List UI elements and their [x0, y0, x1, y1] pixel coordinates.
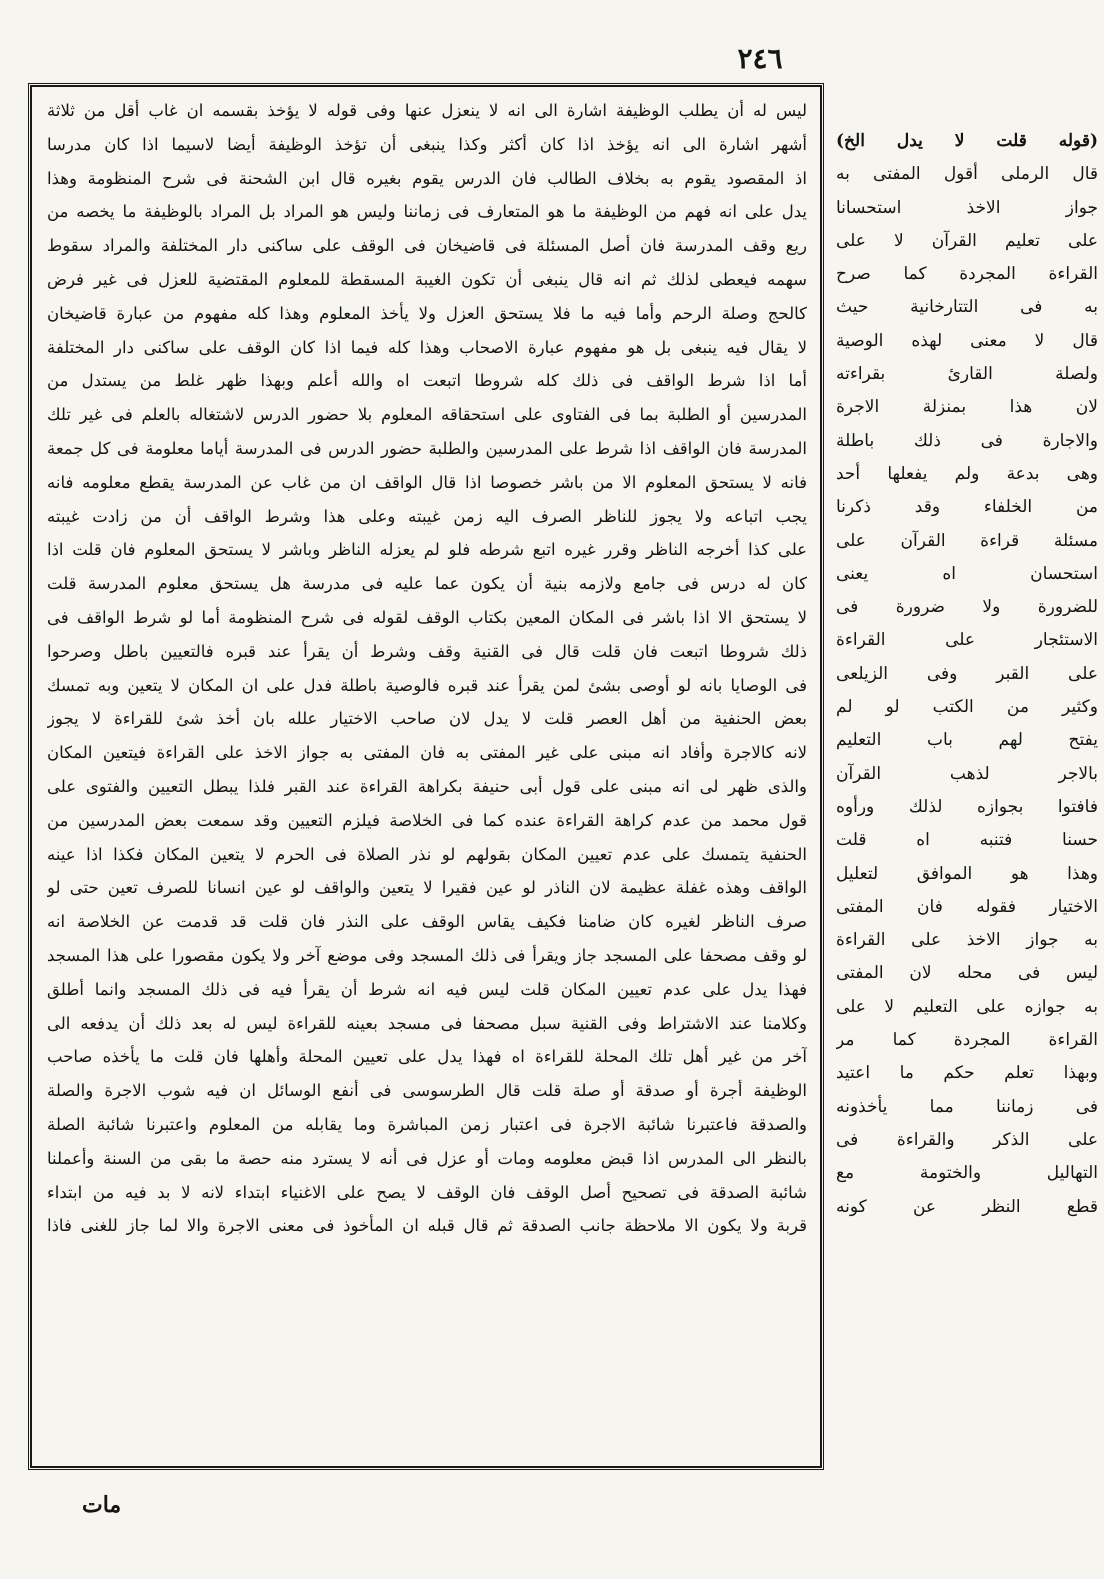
margin-commentary-line: يفتح لهم باب التعليم [836, 730, 1098, 751]
main-text-line: قربة ولا يكون الا ملاحظة جانب الصدقة ثم قال قبله ان المأخوذ فى معنى الاجرة والا لما جاز للغنى فاذا [47, 1216, 807, 1236]
margin-commentary-heading: (قوله قلت لا يدل الخ) [836, 131, 1098, 151]
margin-commentary-line: فى زماننا مما يأخذونه [836, 1096, 1098, 1117]
main-text-line: آخر من غير أهل تلك المحلة للقراءة اه فهذا يدل على تعيين المحلة وأهلها فان قلت ما يأخذه صاحب [47, 1047, 807, 1067]
main-text-frame [28, 83, 824, 1470]
margin-commentary-line: وكثير من الكتب لو لم [836, 697, 1098, 718]
margin-commentary-line: الاستئجار على القراءة [836, 630, 1098, 651]
main-text-line: كالحج وصلة الرحم وأما فيه ما فلا يستحق العزل ولا يأخذ المعلوم وهذا كله مفهوم من عبارة قاضيخان [47, 303, 807, 323]
margin-commentary-line: به فى التتارخانية حيث [836, 297, 1098, 318]
page-number: ٢٤٦ [737, 42, 783, 75]
main-text-line: بعض الحنفية من أهل العصر قلت لا يدل لان صاحب الاختيار علله بان أخذ شئ للقراءة لا يجوز [47, 709, 807, 729]
margin-commentary-line: وهذا هو الموافق لتعليل [836, 863, 1098, 884]
main-text-line: الحنفية يتمسك على عدم تعيين المكان بقولهم لو نذر الصلاة فى الحرم لا يتعين المكان فكذا اذا عينه [47, 844, 807, 864]
margin-commentary-line: قطع النظر عن كونه [836, 1196, 1098, 1217]
margin-commentary-line: بالاجر لذهب القرآن [836, 763, 1098, 784]
main-text-line: صرف الناظر لغيره كان ضامنا فكيف يقاس الوقف على النذر فان قلت قد قدمت عن الخلاصة انه [47, 912, 807, 932]
catchword: مات [82, 1492, 122, 1518]
main-text-line: بالنظر الى المدرس اذا قبض معلومه ومات أو عزل فى أنه لا يسترد منه حصة ما بقى من السنة وأعملنا [47, 1148, 807, 1168]
margin-commentary-line: قال الرملى أقول المفتى به [836, 164, 1098, 185]
main-text-line: وكلامنا عند الاشتراط وفى القنية سبل مصحفا فى مسجد بعينه للقراءة ليس له بعد ذلك أن يدفعه الى [47, 1013, 807, 1033]
main-text-line: المدرسة فان الواقف اذا شرط على المدرسين والطلبة حضور الدرس فى المدرسة أياما معلومة فى كل جمعة [47, 438, 807, 458]
main-text-line: الواقف وهذه غفلة عظيمة لان الناذر لو عين فقيرا لا يتعين والواقف لو عين انسانا للصرف تعين حتى لو [47, 878, 807, 898]
margin-commentary-line: قال لا معنى لهذه الوصية [836, 330, 1098, 351]
margin-commentary [836, 125, 1098, 1224]
margin-commentary-line: وبهذا تعلم حكم ما اعتيد [836, 1063, 1098, 1084]
margin-commentary-line: به جوازه على التعليم لا على [836, 996, 1098, 1017]
margin-commentary-line: استحسان اه يعنى [836, 563, 1098, 584]
margin-commentary-line: لان هذا بمنزلة الاجرة [836, 397, 1098, 418]
margin-commentary-line: على القبر وفى الزيلعى [836, 663, 1098, 684]
main-text-line: ريع وقف المدرسة فان أصل المسئلة فى قاضيخان فى الوقف على ساكنى دار المختلفة والمراد سقوط [47, 236, 807, 256]
main-text-line: لانه كالاجرة وأفاد انه مبنى على غير المفتى به فان المفتى به جواز الاخذ على القراءة فيتعين المكان [47, 743, 807, 763]
margin-commentary-line: على تعليم القرآن لا على [836, 230, 1098, 251]
margin-commentary-line: على الذكر والقراءة فى [836, 1129, 1098, 1150]
margin-commentary-line: للضرورة ولا ضرورة فى [836, 597, 1098, 618]
main-text-line: الوظيفة أجرة أو صدقة أو صلة قلت قال الطرسوسى فى أنفع الوسائل ان فيه شوب الاجرة والصلة [47, 1081, 807, 1101]
margin-commentary-line: القراءة المجردة كما صرح [836, 264, 1098, 285]
main-text-line: لا يقال فيه ينبغى بل هو مفهوم عبارة الاصحاب وهذا كله فيما اذا كان الوقف على ساكنى دار المختلفة [47, 337, 807, 357]
margin-commentary-line: حسنا فتنبه اه قلت [836, 830, 1098, 851]
margin-commentary-line: جواز الاخذ استحسانا [836, 197, 1098, 218]
margin-commentary-line: الاختيار فقوله فان المفتى [836, 896, 1098, 917]
main-text-line: سهمه فيعطى لذلك ثم انه قال ينبغى أن تكون الغيبة المسقطة للمعلوم المقتضية للعزل فى غير فرض [47, 269, 807, 289]
margin-commentary-line: مسئلة قراءة القرآن على [836, 530, 1098, 551]
margin-commentary-line: وهى بدعة ولم يفعلها أحد [836, 463, 1098, 484]
main-text-line: ذلك شروطا اتبعت فان قلت قال فى القنية وقف وشرط أن يقرأ عند قبره فالتعيين باطل وصرحوا [47, 641, 807, 661]
margin-commentary-line: فافتوا بجوازه لذلك ورأوه [836, 796, 1098, 817]
margin-commentary-line: ليس فى محله لان المفتى [836, 963, 1098, 984]
main-text-line: أما اذا شرط الواقف فى ذلك كله شروطا اتبعت اه والله أعلم وبهذا ظهر غلط من يستدل من [47, 371, 807, 391]
main-text-line: فى الوصايا بانه لو أوصى بشئ لمن يقرأ عند قبره فالوصية باطلة فدل على ان المكان لا يتعين وبه تمسك [47, 675, 807, 695]
main-text-line: المدرسين أو الطلبة بما فى الفتاوى على استحقاقه المعلوم بلا حضور الدرس لاشتغاله بالعلم فى غير تلك [47, 405, 807, 425]
margin-commentary-line: من الخلفاء وقد ذكرنا [836, 497, 1098, 518]
margin-commentary-line: ولصلة القارئ بقراءته [836, 364, 1098, 385]
main-text-line: ليس له أن يطلب الوظيفة اشارة الى انه لا ينعزل عنها وفى قوله لا يؤخذ بقسمه ان غاب أقل من ثلاثة [47, 101, 807, 120]
margin-commentary-line: التهاليل والختومة مع [836, 1163, 1098, 1184]
main-text-line: لو وقف مصحفا على المسجد جاز ويقرأ فى ذلك المسجد وفى موضع آخر ولا يكون مقصورا على هذا المسجد [47, 945, 807, 965]
main-text-line: اذ المقصود يقوم به بخلاف الطالب فان الدرس يقوم بغيره قال ابن الشحنة فى شرح المنظومة وهذا [47, 168, 807, 188]
main-text-body [47, 94, 807, 1459]
main-text-line: فانه لا يستحق المعلوم الا من باشر خصوصا اذا قال الواقف ان من غاب عن المدرسة يقطع معلومه فانه [47, 472, 807, 492]
main-text-line: شائبة الصدقة فى تصحيح أصل الوقف فان الوقف لا يصح على الاغنياء ابتداء لانه لا بد فيه من ابتداء [47, 1182, 807, 1202]
main-text-line: يجب اتباعه ولا يجوز للناظر الصرف اليه زمن غيبته وعلى هذا وشرط الواقف أن من زادت غيبته [47, 506, 807, 526]
main-text-line: فهذا يدل على عدم تعيين المكان قلت ليس فيه انه شرط أن يقرأ فيه فى ذلك المسجد وانما أطلق [47, 979, 807, 999]
main-text-line: والذى ظهر لى انه مبنى على قول أبى حنيفة بكراهة القراءة عند القبر فلذا يبطل التعيين والفتوى على [47, 776, 807, 796]
main-text-line: كان له درس فى جامع ولازمه بنية أن يكون عما عليه فى مدرسة هل يستحق معلوم المدرسة قلت [47, 574, 807, 594]
main-text-line: لا يستحق الا اذا باشر فى المكان المعين بكتاب الوقف لقوله فى شرح المنظومة أما لو شرط الواقف فى [47, 607, 807, 627]
margin-commentary-line: به جواز الاخذ على القراءة [836, 930, 1098, 951]
main-text-line: على كذا أخرجه الناظر وقرر غيره اتبع شرطه فلو لم يعزله الناظر وباشر لا يستحق المعلوم فان قلت اذا [47, 540, 807, 560]
main-text-line: يدل على انه فهم من الوظيفة ما هو المتعارف فى زماننا وليس هو المراد بل المراد بالوظيفة ما يخصه من [47, 202, 807, 222]
main-text-line: أشهر اشارة الى انه يؤخذ اذا كان أكثر وكذا ينبغى أن تؤخذ الوظيفة أيضا لاسيما اذا كان مدرسا [47, 134, 807, 154]
margin-commentary-line: القراءة المجردة كما مر [836, 1030, 1098, 1051]
main-text-line: والصدقة فاعتبرنا شائبة الاجرة فى اعتبار زمن المباشرة وما يقابله من المعلوم واعتبرنا شائبة الصلة [47, 1114, 807, 1134]
margin-commentary-line: والاجارة فى ذلك باطلة [836, 430, 1098, 451]
main-text-line: قول محمد من عدم كراهة القراءة عنده كما فى الخلاصة فيلزم التعيين وقد سمعت بعض المدرسين من [47, 810, 807, 830]
